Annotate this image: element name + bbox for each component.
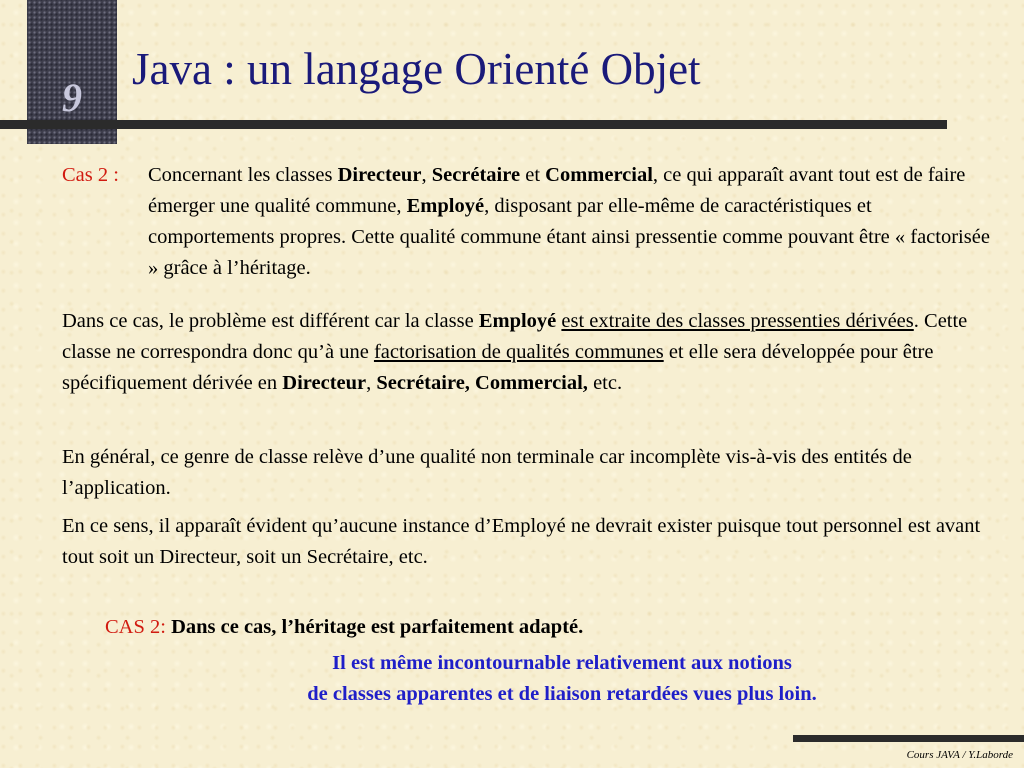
slide-number: 9 [62, 75, 82, 120]
conclusion-note-line2: de classes apparentes et de liaison retardées vues plus loin. [307, 683, 817, 705]
footer-credit: Cours JAVA / Y.Laborde [906, 749, 1013, 761]
title-divider [0, 120, 947, 129]
paragraph-general: En général, ce genre de classe relève d’une qualité non terminale car incomplète vis-à-vis des entités de l’application. [62, 446, 912, 499]
footer-divider [793, 735, 1024, 742]
class-secretaire: Secrétaire [431, 164, 521, 186]
class-employe: Employé [406, 195, 485, 217]
class-directeur: Directeur [282, 372, 367, 394]
conclusion-line [105, 612, 583, 643]
class-employe: Employé [478, 310, 557, 332]
paragraph-instances: En ce sens, il apparaît évident qu’aucune instance d’Employé ne devrait exister puisque tout personnel est avant tout soit un Directeur, soit un Secrétaire, etc. [62, 515, 981, 568]
class-list: Secrétaire, Commercial, [376, 372, 588, 394]
conclusion-note [212, 648, 912, 710]
slide-title: Java : un langage Orienté Objet [132, 44, 701, 94]
cas2-paragraph: Concernant les classes Directeur, Secrétaire et Commercial, ce qui apparaît avant tout est de faire émerger une qualité commune, Employé, disposant par elle-même de caractéristiques et comportements propres. Cette qualité commune étant ainsi pressentie comme pouvant être « factorisée » grâce à l’héritage. [148, 164, 990, 279]
conclusion-text: Dans ce cas, l’héritage est parfaitement adapté. [171, 616, 584, 638]
class-directeur: Directeur [337, 164, 422, 186]
cas2-label: Cas 2 : [62, 164, 119, 186]
conclusion-note-line1: Il est même incontournable relativement aux notions [332, 652, 792, 674]
class-commercial: Commercial [545, 164, 653, 186]
conclusion-label: CAS 2: [105, 616, 166, 638]
underlined-factorisation: factorisation de qualités communes [373, 341, 664, 363]
paragraph-employe-extraction: Dans ce cas, le problème est différent car la classe Employé est extraite des classes pressenties dérivées. Cette classe ne correspondra donc qu’à une factorisation de qualités communes et elle sera développée pour être spécifiquement dérivée en Directeur, Secrétaire, Commercial, etc. [62, 310, 968, 394]
underlined-extraction: est extraite des classes pressenties dérivées [561, 310, 914, 332]
